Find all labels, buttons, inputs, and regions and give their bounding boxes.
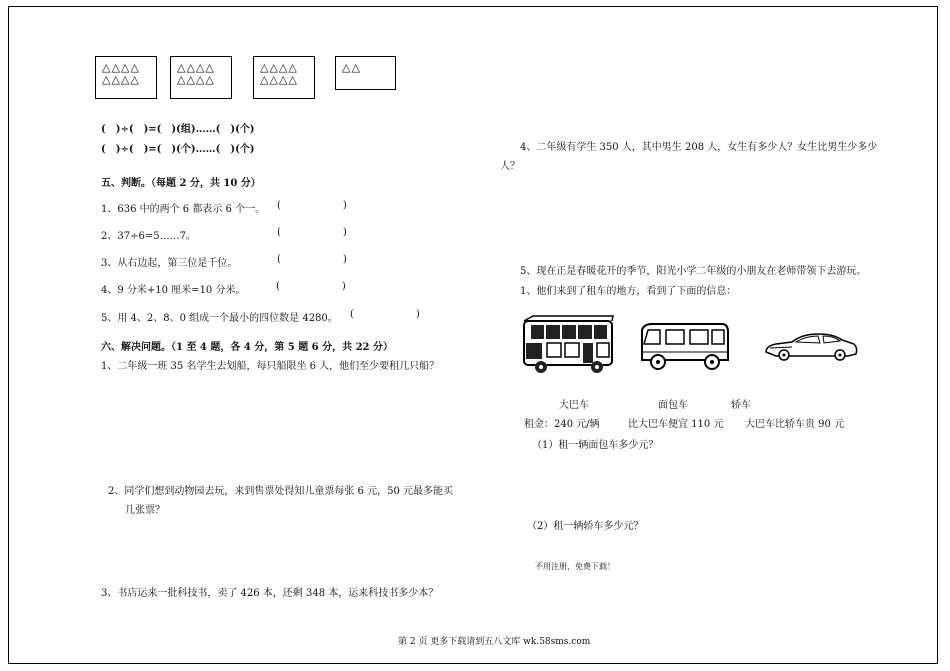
judge-item-2 [101, 227, 196, 242]
judge-item-4 [101, 281, 245, 296]
judge-text: 3、从右边起，第三位是千位。 [101, 258, 238, 269]
triangle-group-4 [335, 56, 396, 90]
question-2-line2: 几张票？ [125, 505, 165, 516]
vehicle-name-van: 面包车 [658, 400, 688, 411]
judge-text: 1、636 中的两个 6 都表示 6 个一。 [101, 204, 266, 215]
judge-text: 4、9 分米+10 厘米=10 分米。 [101, 285, 246, 296]
question-3: 3、书店运来一批科技书，卖了 426 本，还剩 348 本，运来科技书多少本？ [101, 588, 439, 599]
triangle-row: △△△△ [102, 61, 140, 74]
sub-question-1: （1）租一辆面包车多少元？ [532, 440, 659, 451]
question-2-line1: 2、同学们想到动物园去玩，来到售票处得知儿童票每张 6 元，50 元最多能买 [108, 486, 453, 497]
rent-van: 比大巴车便宜 110 元 [628, 419, 724, 430]
judge-item-5 [101, 309, 338, 324]
question-1: 1、二年级一班 35 名学生去划船，每只船限坐 6 人，他们至少要租几只船？ [101, 361, 440, 372]
question-5-intro: 5、现在正是春暖花开的季节，阳光小学二年级的小朋友在老师带领下去游玩。 [520, 266, 867, 277]
triangle-row: △△△△ [260, 61, 298, 74]
triangle-group-2 [170, 56, 232, 99]
triangle-row: △△△△ [177, 73, 215, 86]
rent-car: 大巴车比轿车贵 90 元 [745, 419, 845, 430]
triangle-group-1 [95, 56, 157, 99]
paren-open: ( [350, 309, 354, 320]
judge-item-1 [101, 200, 265, 215]
free-download-note: 不用注册，免费下载！ [535, 562, 615, 571]
judge-item-3 [101, 254, 237, 269]
vehicle-name-bus: 大巴车 [559, 400, 589, 411]
rent-bus: 租金：240 元/辆 [524, 419, 600, 430]
paren-open: ( [277, 227, 281, 238]
question-4-line1: 4、二年级有学生 350 人，其中男生 208 人，女生有多少人？女生比男生少多少 [520, 142, 878, 153]
paren-close: ) [342, 200, 347, 211]
triangle-group-3 [253, 56, 315, 99]
paren-close: ) [342, 254, 347, 265]
judge-paren-1[interactable] [277, 200, 347, 211]
vehicle-name-car: 轿车 [731, 400, 751, 411]
section-title: 六、解决问题。（1 至 4 题，各 4 分，第 5 题 6 分，共 22 分） [101, 342, 394, 353]
judge-text: 5、用 4、2、8、0 组成一个最小的四位数是 4280。 [101, 313, 338, 324]
van-icon [636, 322, 732, 372]
triangle-row: △△ [342, 61, 361, 74]
judge-paren-5[interactable] [350, 309, 420, 320]
paren-open: ( [276, 281, 280, 292]
division-blank-2: ( )÷( )=( )(个)……( )(个) [101, 144, 255, 155]
page-footer: 第 2 页 更多下载请到五八文库 wk.58sms.com [398, 637, 591, 647]
paren-open: ( [277, 254, 281, 265]
judge-text: 2、37÷6=5……7。 [101, 231, 196, 242]
judge-paren-4[interactable] [276, 281, 346, 292]
sub-question-2: （2）租一辆轿车多少元？ [527, 521, 644, 532]
triangle-row: △△△△ [260, 73, 298, 86]
triangle-row: △△△△ [177, 61, 215, 74]
paren-close: ) [342, 227, 347, 238]
paren-close: ) [341, 281, 346, 292]
division-blank-1: ( )÷( )=( )(组)……( )(个) [101, 124, 255, 135]
judge-paren-3[interactable] [277, 254, 347, 265]
paren-open: ( [277, 200, 281, 211]
car-icon [762, 330, 860, 364]
judge-paren-2[interactable] [277, 227, 347, 238]
paren-close: ) [415, 309, 420, 320]
bus-icon [521, 315, 617, 377]
question-4-line2: 人？ [500, 161, 520, 172]
section-title: 五、判断。（每题 2 分，共 10 分） [101, 178, 261, 189]
triangle-row: △△△△ [102, 73, 140, 86]
question-5-sub: 1、他们来到了租车的地方，看到了下面的信息： [520, 286, 737, 297]
